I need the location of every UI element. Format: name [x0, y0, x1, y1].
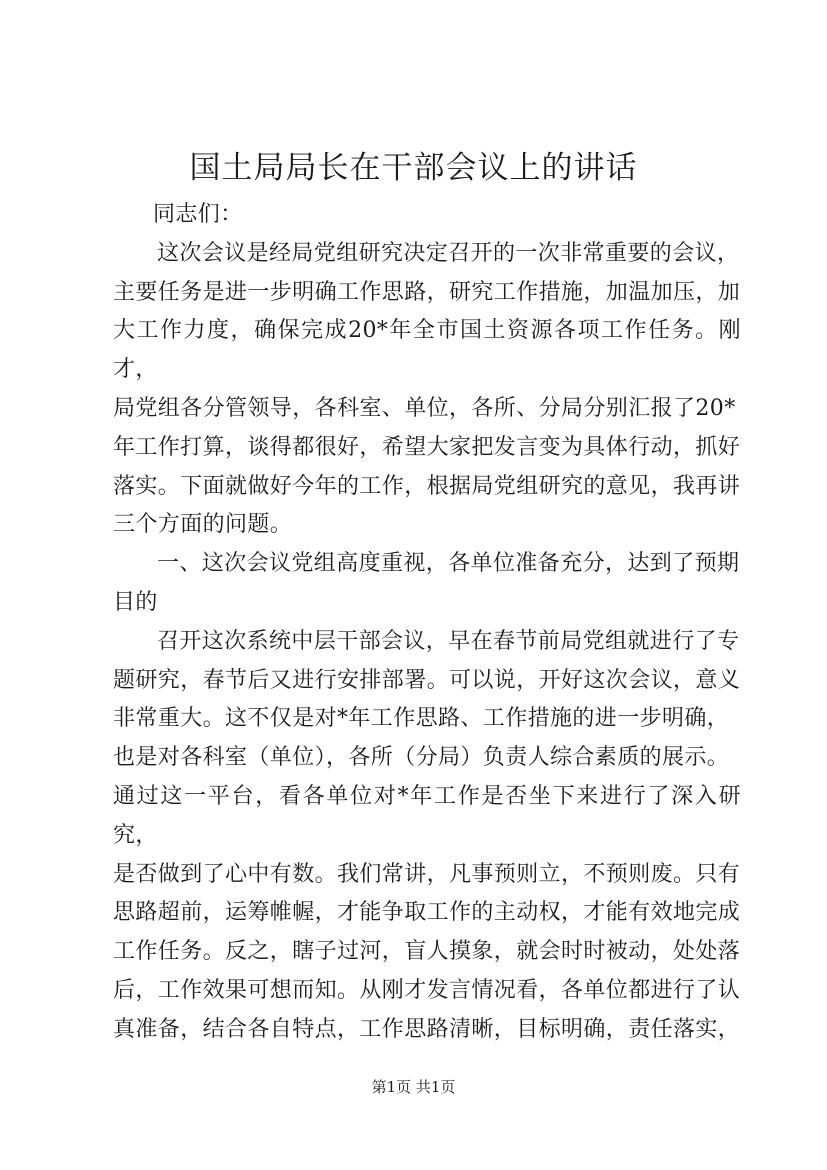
document-body [113, 196, 741, 1050]
page-number-footer: 第1页 共1页 [371, 1078, 456, 1096]
salutation: 同志们： [153, 202, 243, 227]
section-heading-1: 一、这次会议党组高度重视，各单位准备充分，达到了预期 目的 [113, 551, 740, 615]
paragraph-intro: 这次会议是经局党组研究决定召开的一次非常重要的会议， 主要任务是进一步明确工作思路，研究工作措施，加温加压，加 大工作力度，确保完成20*年全市国土资源各项工作任务。刚才， 局党组各分管领导，各科室、单位，各所、分局分别汇报了20* 年工作打算，谈得都很好，希望大家把发言变为具体行动，抓好 落实。下面就做好今年的工作，根据局党组研究的意见，我再讲 三个方面的问题。 [113, 240, 741, 538]
paragraph-section-1: 召开这次系统中层干部会议，早在春节前局党组就进行了专 题研究，春节后又进行安排部署。可以说，开好这次会议，意义 非常重大。这不仅是对*年工作思路、工作措施的进一步明确， 也是对各科室（单位），各所（分局）负责人综合素质的展示。 通过这一平台，看各单位对*年工作是否坐下来进行了深入研究， 是否做到了心中有数。我们常讲，凡事预则立，不预则废。只有 思路超前，运筹帷幄，才能争取工作的主动权，才能有效地完成 工作任务。反之，瞎子过河，盲人摸象，就会时时被动，处处落 后，工作效果可想而知。从刚才发言情况看，各单位都进行了认 真准备，结合各自特点，工作思路清晰，目标明确，责任落实， [113, 628, 741, 1042]
document-title: 国土局局长在干部会议上的讲话 [189, 150, 638, 186]
